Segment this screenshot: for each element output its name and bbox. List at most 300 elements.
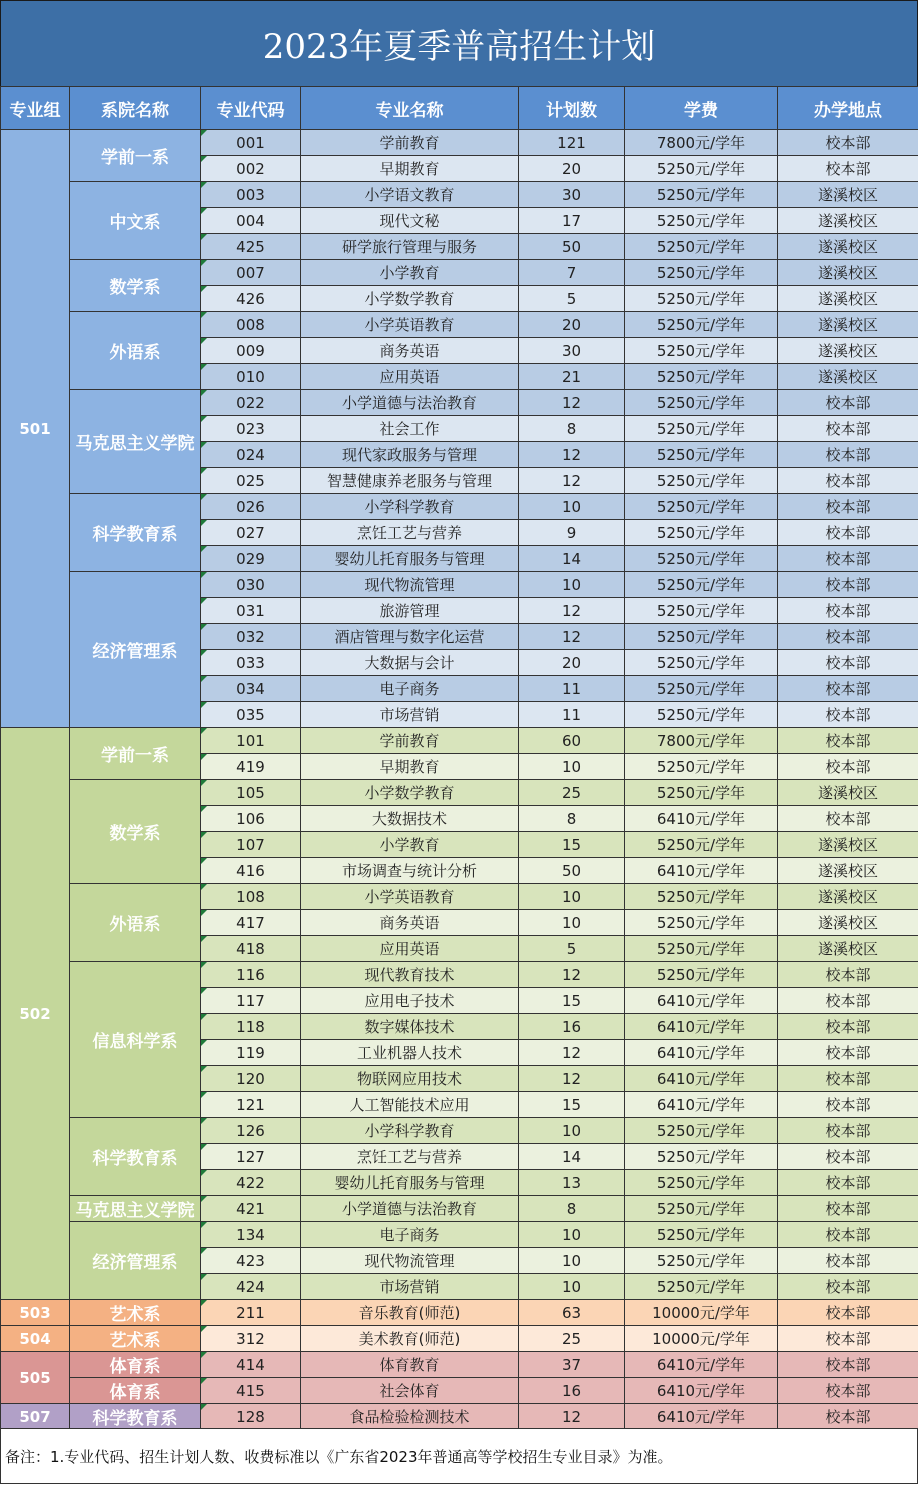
campus-cell: 遂溪校区	[778, 884, 918, 910]
major-name-cell: 小学道德与法治教育	[301, 390, 519, 416]
tuition-cell: 5250元/学年	[625, 754, 778, 780]
tuition-cell: 5250元/学年	[625, 1144, 778, 1170]
major-name-cell: 人工智能技术应用	[301, 1092, 519, 1118]
plan-count-cell: 12	[519, 468, 625, 494]
major-name-cell: 社会工作	[301, 416, 519, 442]
department-cell: 艺术系	[70, 1300, 201, 1326]
header-department: 系院名称	[70, 87, 201, 130]
tuition-cell: 10000元/学年	[625, 1300, 778, 1326]
plan-count-cell: 8	[519, 416, 625, 442]
plan-count-cell: 5	[519, 936, 625, 962]
plan-count-cell: 20	[519, 156, 625, 182]
department-cell: 经济管理系	[70, 572, 201, 728]
plan-count-cell: 16	[519, 1378, 625, 1404]
major-code-cell: 417	[201, 910, 301, 936]
campus-cell: 校本部	[778, 754, 918, 780]
major-code-cell: 009	[201, 338, 301, 364]
campus-cell: 遂溪校区	[778, 780, 918, 806]
major-name-cell: 早期教育	[301, 754, 519, 780]
department-cell: 数学系	[70, 260, 201, 312]
major-name-cell: 烹饪工艺与营养	[301, 520, 519, 546]
major-code-cell: 116	[201, 962, 301, 988]
tuition-cell: 5250元/学年	[625, 962, 778, 988]
group-cell: 507	[1, 1404, 70, 1430]
campus-cell: 校本部	[778, 624, 918, 650]
major-code-cell: 034	[201, 676, 301, 702]
major-code-cell: 127	[201, 1144, 301, 1170]
major-code-cell: 023	[201, 416, 301, 442]
table-row	[1, 884, 918, 910]
major-code-cell: 105	[201, 780, 301, 806]
plan-count-cell: 8	[519, 1196, 625, 1222]
plan-count-cell: 12	[519, 442, 625, 468]
plan-count-cell: 12	[519, 624, 625, 650]
major-code-cell: 121	[201, 1092, 301, 1118]
campus-cell: 校本部	[778, 1404, 918, 1430]
table-row	[1, 390, 918, 416]
table-row	[1, 572, 918, 598]
tuition-cell: 5250元/学年	[625, 702, 778, 728]
campus-cell: 校本部	[778, 676, 918, 702]
tuition-cell: 5250元/学年	[625, 364, 778, 390]
department-cell: 科学教育系	[70, 1118, 201, 1196]
major-name-cell: 小学英语教育	[301, 312, 519, 338]
plan-count-cell: 12	[519, 390, 625, 416]
major-code-cell: 035	[201, 702, 301, 728]
campus-cell: 校本部	[778, 598, 918, 624]
department-cell: 体育系	[70, 1378, 201, 1404]
tuition-cell: 6410元/学年	[625, 1014, 778, 1040]
table-body	[1, 130, 918, 1430]
plan-count-cell: 10	[519, 572, 625, 598]
major-name-cell: 市场调查与统计分析	[301, 858, 519, 884]
department-cell: 艺术系	[70, 1326, 201, 1352]
table-row	[1, 728, 918, 754]
major-code-cell: 415	[201, 1378, 301, 1404]
tuition-cell: 5250元/学年	[625, 494, 778, 520]
plan-count-cell: 21	[519, 364, 625, 390]
tuition-cell: 6410元/学年	[625, 858, 778, 884]
campus-cell: 遂溪校区	[778, 858, 918, 884]
plan-count-cell: 12	[519, 1404, 625, 1430]
major-name-cell: 旅游管理	[301, 598, 519, 624]
plan-count-cell: 25	[519, 780, 625, 806]
major-name-cell: 小学英语教育	[301, 884, 519, 910]
plan-count-cell: 13	[519, 1170, 625, 1196]
campus-cell: 校本部	[778, 1352, 918, 1378]
tuition-cell: 7800元/学年	[625, 728, 778, 754]
header-tuition: 学费	[625, 87, 778, 130]
campus-cell: 校本部	[778, 442, 918, 468]
table-row	[1, 1352, 918, 1378]
major-code-cell: 024	[201, 442, 301, 468]
tuition-cell: 5250元/学年	[625, 572, 778, 598]
campus-cell: 校本部	[778, 1014, 918, 1040]
tuition-cell: 5250元/学年	[625, 598, 778, 624]
plan-count-cell: 15	[519, 988, 625, 1014]
major-code-cell: 416	[201, 858, 301, 884]
major-name-cell: 物联网应用技术	[301, 1066, 519, 1092]
major-code-cell: 022	[201, 390, 301, 416]
campus-cell: 校本部	[778, 156, 918, 182]
major-code-cell: 119	[201, 1040, 301, 1066]
plan-count-cell: 50	[519, 858, 625, 884]
major-name-cell: 应用英语	[301, 936, 519, 962]
tuition-cell: 5250元/学年	[625, 1274, 778, 1300]
campus-cell: 遂溪校区	[778, 182, 918, 208]
table-row	[1, 1118, 918, 1144]
campus-cell: 校本部	[778, 1378, 918, 1404]
campus-cell: 校本部	[778, 130, 918, 156]
campus-cell: 遂溪校区	[778, 286, 918, 312]
major-name-cell: 商务英语	[301, 338, 519, 364]
campus-cell: 校本部	[778, 988, 918, 1014]
tuition-cell: 6410元/学年	[625, 988, 778, 1014]
major-name-cell: 研学旅行管理与服务	[301, 234, 519, 260]
group-cell: 502	[1, 728, 70, 1300]
campus-cell: 遂溪校区	[778, 234, 918, 260]
plan-count-cell: 63	[519, 1300, 625, 1326]
major-code-cell: 003	[201, 182, 301, 208]
major-name-cell: 音乐教育(师范)	[301, 1300, 519, 1326]
campus-cell: 校本部	[778, 1144, 918, 1170]
campus-cell: 校本部	[778, 650, 918, 676]
campus-cell: 校本部	[778, 806, 918, 832]
tuition-cell: 5250元/学年	[625, 910, 778, 936]
table-row	[1, 780, 918, 806]
plan-count-cell: 10	[519, 1222, 625, 1248]
major-name-cell: 工业机器人技术	[301, 1040, 519, 1066]
major-name-cell: 美术教育(师范)	[301, 1326, 519, 1352]
tuition-cell: 5250元/学年	[625, 208, 778, 234]
major-name-cell: 婴幼儿托育服务与管理	[301, 1170, 519, 1196]
campus-cell: 校本部	[778, 1196, 918, 1222]
campus-cell: 遂溪校区	[778, 910, 918, 936]
tuition-cell: 5250元/学年	[625, 884, 778, 910]
table-row	[1, 312, 918, 338]
major-code-cell: 002	[201, 156, 301, 182]
campus-cell: 校本部	[778, 1118, 918, 1144]
plan-count-cell: 8	[519, 806, 625, 832]
tuition-cell: 6410元/学年	[625, 1066, 778, 1092]
major-code-cell: 134	[201, 1222, 301, 1248]
major-name-cell: 电子商务	[301, 1222, 519, 1248]
major-name-cell: 电子商务	[301, 676, 519, 702]
major-name-cell: 酒店管理与数字化运营	[301, 624, 519, 650]
major-name-cell: 智慧健康养老服务与管理	[301, 468, 519, 494]
department-cell: 中文系	[70, 182, 201, 260]
campus-cell: 校本部	[778, 962, 918, 988]
major-code-cell: 008	[201, 312, 301, 338]
table-row	[1, 1378, 918, 1404]
plan-count-cell: 20	[519, 312, 625, 338]
campus-cell: 遂溪校区	[778, 832, 918, 858]
group-cell: 501	[1, 130, 70, 728]
department-cell: 外语系	[70, 312, 201, 390]
tuition-cell: 5250元/学年	[625, 1248, 778, 1274]
plan-count-cell: 12	[519, 1040, 625, 1066]
plan-count-cell: 50	[519, 234, 625, 260]
tuition-cell: 5250元/学年	[625, 1222, 778, 1248]
department-cell: 经济管理系	[70, 1222, 201, 1300]
major-code-cell: 004	[201, 208, 301, 234]
tuition-cell: 5250元/学年	[625, 156, 778, 182]
table-row	[1, 1326, 918, 1352]
table-row	[1, 260, 918, 286]
plan-count-cell: 15	[519, 832, 625, 858]
tuition-cell: 5250元/学年	[625, 390, 778, 416]
campus-cell: 校本部	[778, 1300, 918, 1326]
major-name-cell: 现代家政服务与管理	[301, 442, 519, 468]
major-code-cell: 010	[201, 364, 301, 390]
campus-cell: 校本部	[778, 1170, 918, 1196]
campus-cell: 遂溪校区	[778, 312, 918, 338]
tuition-cell: 5250元/学年	[625, 780, 778, 806]
major-name-cell: 社会体育	[301, 1378, 519, 1404]
tuition-cell: 6410元/学年	[625, 806, 778, 832]
major-name-cell: 小学科学教育	[301, 494, 519, 520]
major-name-cell: 烹饪工艺与营养	[301, 1144, 519, 1170]
campus-cell: 校本部	[778, 468, 918, 494]
major-code-cell: 423	[201, 1248, 301, 1274]
plan-count-cell: 9	[519, 520, 625, 546]
major-name-cell: 现代教育技术	[301, 962, 519, 988]
group-cell: 503	[1, 1300, 70, 1326]
plan-count-cell: 10	[519, 910, 625, 936]
plan-count-cell: 11	[519, 676, 625, 702]
table-header-row	[1, 87, 918, 130]
group-cell: 505	[1, 1352, 70, 1404]
major-code-cell: 312	[201, 1326, 301, 1352]
department-cell: 马克思主义学院	[70, 1196, 201, 1222]
plan-count-cell: 5	[519, 286, 625, 312]
tuition-cell: 5250元/学年	[625, 234, 778, 260]
major-name-cell: 体育教育	[301, 1352, 519, 1378]
tuition-cell: 6410元/学年	[625, 1378, 778, 1404]
major-name-cell: 现代物流管理	[301, 572, 519, 598]
tuition-cell: 6410元/学年	[625, 1092, 778, 1118]
tuition-cell: 5250元/学年	[625, 182, 778, 208]
major-code-cell: 425	[201, 234, 301, 260]
table-row	[1, 130, 918, 156]
tuition-cell: 5250元/学年	[625, 676, 778, 702]
tuition-cell: 5250元/学年	[625, 1196, 778, 1222]
tuition-cell: 5250元/学年	[625, 260, 778, 286]
campus-cell: 校本部	[778, 572, 918, 598]
major-name-cell: 小学科学教育	[301, 1118, 519, 1144]
major-name-cell: 数字媒体技术	[301, 1014, 519, 1040]
campus-cell: 校本部	[778, 1222, 918, 1248]
campus-cell: 校本部	[778, 1066, 918, 1092]
tuition-cell: 5250元/学年	[625, 312, 778, 338]
major-code-cell: 108	[201, 884, 301, 910]
department-cell: 数学系	[70, 780, 201, 884]
plan-count-cell: 15	[519, 1092, 625, 1118]
major-code-cell: 001	[201, 130, 301, 156]
major-name-cell: 现代文秘	[301, 208, 519, 234]
major-name-cell: 小学数学教育	[301, 780, 519, 806]
major-name-cell: 市场营销	[301, 702, 519, 728]
major-code-cell: 418	[201, 936, 301, 962]
tuition-cell: 5250元/学年	[625, 624, 778, 650]
plan-count-cell: 14	[519, 546, 625, 572]
header-campus: 办学地点	[778, 87, 918, 130]
header-major-code: 专业代码	[201, 87, 301, 130]
campus-cell: 校本部	[778, 390, 918, 416]
department-cell: 科学教育系	[70, 494, 201, 572]
major-name-cell: 应用英语	[301, 364, 519, 390]
department-cell: 体育系	[70, 1352, 201, 1378]
campus-cell: 校本部	[778, 1040, 918, 1066]
tuition-cell: 5250元/学年	[625, 286, 778, 312]
major-code-cell: 026	[201, 494, 301, 520]
plan-count-cell: 20	[519, 650, 625, 676]
campus-cell: 校本部	[778, 416, 918, 442]
plan-count-cell: 10	[519, 1118, 625, 1144]
plan-count-cell: 12	[519, 1066, 625, 1092]
major-code-cell: 106	[201, 806, 301, 832]
table-row	[1, 494, 918, 520]
major-name-cell: 小学道德与法治教育	[301, 1196, 519, 1222]
tuition-cell: 5250元/学年	[625, 650, 778, 676]
plan-count-cell: 7	[519, 260, 625, 286]
plan-count-cell: 16	[519, 1014, 625, 1040]
major-code-cell: 031	[201, 598, 301, 624]
campus-cell: 遂溪校区	[778, 338, 918, 364]
plan-count-cell: 12	[519, 962, 625, 988]
plan-count-cell: 37	[519, 1352, 625, 1378]
major-name-cell: 小学语文教育	[301, 182, 519, 208]
major-code-cell: 027	[201, 520, 301, 546]
major-name-cell: 学前教育	[301, 728, 519, 754]
major-code-cell: 025	[201, 468, 301, 494]
department-cell: 马克思主义学院	[70, 390, 201, 494]
major-code-cell: 101	[201, 728, 301, 754]
tuition-cell: 5250元/学年	[625, 1118, 778, 1144]
campus-cell: 校本部	[778, 546, 918, 572]
campus-cell: 校本部	[778, 494, 918, 520]
table-row	[1, 1222, 918, 1248]
plan-count-cell: 10	[519, 884, 625, 910]
campus-cell: 校本部	[778, 520, 918, 546]
campus-cell: 遂溪校区	[778, 208, 918, 234]
major-code-cell: 421	[201, 1196, 301, 1222]
major-code-cell: 414	[201, 1352, 301, 1378]
major-code-cell: 030	[201, 572, 301, 598]
plan-count-cell: 25	[519, 1326, 625, 1352]
plan-count-cell: 17	[519, 208, 625, 234]
major-name-cell: 市场营销	[301, 1274, 519, 1300]
table-row	[1, 1404, 918, 1430]
major-name-cell: 大数据技术	[301, 806, 519, 832]
campus-cell: 校本部	[778, 1274, 918, 1300]
tuition-cell: 6410元/学年	[625, 1352, 778, 1378]
group-cell: 504	[1, 1326, 70, 1352]
table-row	[1, 182, 918, 208]
tuition-cell: 5250元/学年	[625, 338, 778, 364]
department-cell: 科学教育系	[70, 1404, 201, 1430]
tuition-cell: 10000元/学年	[625, 1326, 778, 1352]
major-name-cell: 现代物流管理	[301, 1248, 519, 1274]
department-cell: 学前一系	[70, 130, 201, 182]
tuition-cell: 6410元/学年	[625, 1404, 778, 1430]
major-name-cell: 小学教育	[301, 260, 519, 286]
plan-count-cell: 60	[519, 728, 625, 754]
table-row	[1, 1196, 918, 1222]
campus-cell: 校本部	[778, 1326, 918, 1352]
plan-count-cell: 12	[519, 598, 625, 624]
plan-count-cell: 11	[519, 702, 625, 728]
major-code-cell: 211	[201, 1300, 301, 1326]
major-name-cell: 早期教育	[301, 156, 519, 182]
major-name-cell: 婴幼儿托育服务与管理	[301, 546, 519, 572]
tuition-cell: 5250元/学年	[625, 546, 778, 572]
header-group: 专业组	[1, 87, 70, 130]
plan-count-cell: 30	[519, 338, 625, 364]
campus-cell: 遂溪校区	[778, 260, 918, 286]
major-code-cell: 029	[201, 546, 301, 572]
major-code-cell: 007	[201, 260, 301, 286]
department-cell: 外语系	[70, 884, 201, 962]
department-cell: 信息科学系	[70, 962, 201, 1118]
header-plan-count: 计划数	[519, 87, 625, 130]
campus-cell: 遂溪校区	[778, 936, 918, 962]
major-name-cell: 学前教育	[301, 130, 519, 156]
major-name-cell: 小学数学教育	[301, 286, 519, 312]
major-code-cell: 424	[201, 1274, 301, 1300]
major-code-cell: 118	[201, 1014, 301, 1040]
major-name-cell: 应用电子技术	[301, 988, 519, 1014]
plan-count-cell: 10	[519, 1274, 625, 1300]
major-name-cell: 小学教育	[301, 832, 519, 858]
major-code-cell: 419	[201, 754, 301, 780]
major-code-cell: 128	[201, 1404, 301, 1430]
plan-count-cell: 10	[519, 494, 625, 520]
tuition-cell: 5250元/学年	[625, 936, 778, 962]
plan-count-cell: 30	[519, 182, 625, 208]
major-code-cell: 117	[201, 988, 301, 1014]
tuition-cell: 5250元/学年	[625, 442, 778, 468]
campus-cell: 校本部	[778, 702, 918, 728]
major-code-cell: 107	[201, 832, 301, 858]
major-code-cell: 120	[201, 1066, 301, 1092]
footnote: 备注：1.专业代码、招生计划人数、收费标准以《广东省2023年普通高等学校招生专业目录》为准。	[0, 1428, 918, 1484]
page-title: 2023年夏季普高招生计划	[0, 0, 918, 87]
header-major-name: 专业名称	[301, 87, 519, 130]
major-name-cell: 商务英语	[301, 910, 519, 936]
major-code-cell: 032	[201, 624, 301, 650]
plan-count-cell: 10	[519, 754, 625, 780]
campus-cell: 校本部	[778, 1248, 918, 1274]
tuition-cell: 5250元/学年	[625, 468, 778, 494]
tuition-cell: 5250元/学年	[625, 832, 778, 858]
major-name-cell: 食品检验检测技术	[301, 1404, 519, 1430]
tuition-cell: 5250元/学年	[625, 520, 778, 546]
major-code-cell: 422	[201, 1170, 301, 1196]
major-code-cell: 033	[201, 650, 301, 676]
table-row	[1, 962, 918, 988]
enrollment-table	[0, 86, 918, 1430]
plan-count-cell: 10	[519, 1248, 625, 1274]
plan-count-cell: 14	[519, 1144, 625, 1170]
department-cell: 学前一系	[70, 728, 201, 780]
major-code-cell: 426	[201, 286, 301, 312]
table-row	[1, 1300, 918, 1326]
tuition-cell: 5250元/学年	[625, 1170, 778, 1196]
campus-cell: 校本部	[778, 1092, 918, 1118]
major-name-cell: 大数据与会计	[301, 650, 519, 676]
plan-count-cell: 121	[519, 130, 625, 156]
